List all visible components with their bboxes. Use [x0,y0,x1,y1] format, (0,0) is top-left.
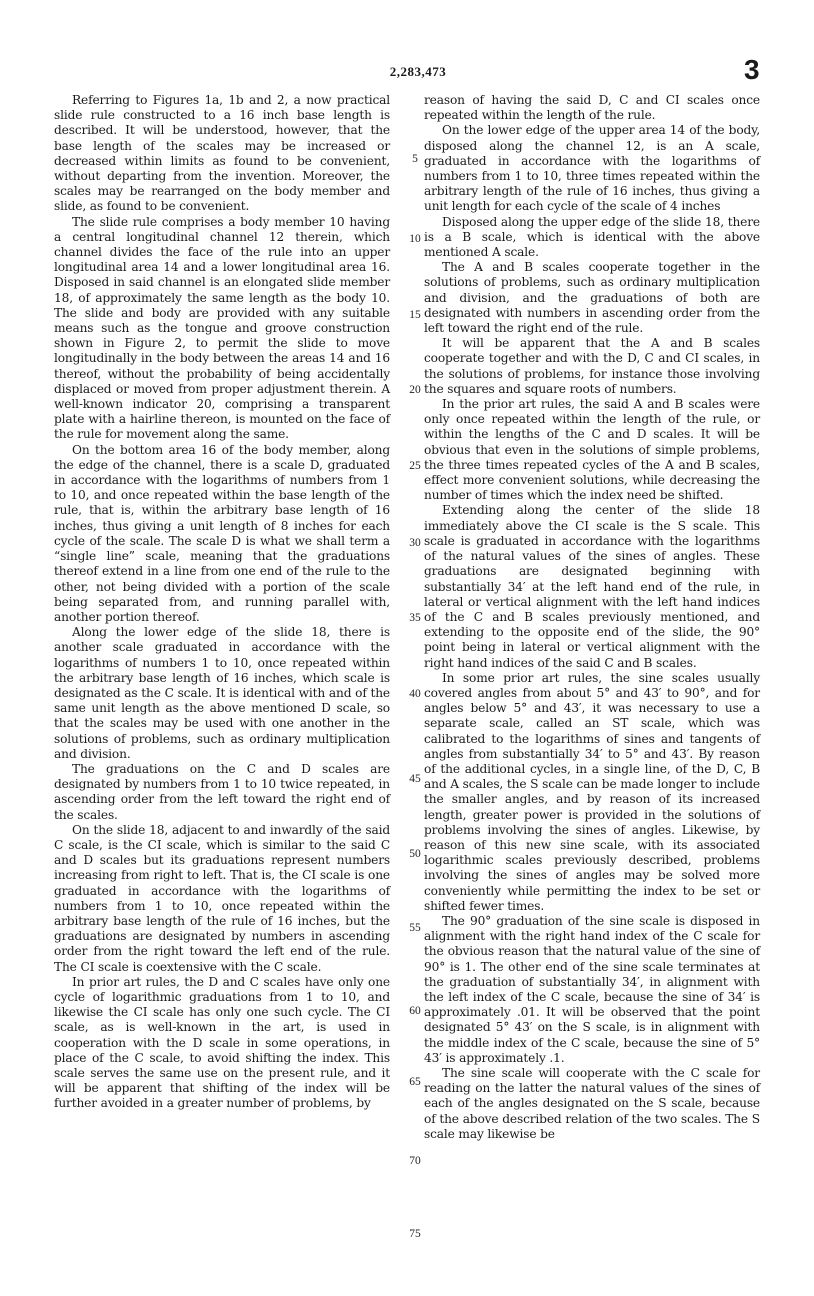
line-number: 35 [409,612,421,624]
paragraph: The graduations on the C and D scales are designated by numbers from 1 to 10 twice repeated, in ascending order from the left toward the right end of the scales. [54,761,390,822]
line-number: 45 [409,773,421,785]
paragraph: In the prior art rules, the said A and B scales were only once repeated within the length of the rule, or within the lengths of the C and D scales. It will be obvious that even in the solutions of simple problems, the three times repeated cycles of the A and B scales, effect more convenient solutions, while decreasing the number of times which the index need be shifted. [424,397,760,503]
paragraph: Along the lower edge of the slide 18, there is another scale graduated in accordance with the logarithms of numbers 1 to 10, once repeated within the arbitrary base length of 16 inches, which scale is designated as the C scale. It is identical with and of the same unit length as the above mentioned D scale, so that the scales may be used with one another in the solutions of problems, such as ordinary multiplication and division. [54,625,390,761]
line-number: 75 [409,1228,421,1240]
line-number: 70 [409,1155,421,1167]
line-number: 20 [409,384,421,396]
line-number: 10 [409,233,421,245]
paragraph: The 90° graduation of the sine scale is disposed in alignment with the right hand index of the C scale for the obvious reason that the natural value of the sine of 90° is 1. The other end of the sine scale terminates at the graduation of substantially 34′, in alignment with the left index of the C scale, because the sine of 34′ is approximately .01. It will be observed that the point designated 5° 43′ on the S scale, is in alignment with the middle index of the C scale, because the sine of 5° 43′ is approximately .1. [424,913,760,1065]
line-number: 60 [409,1005,421,1017]
paragraph: It will be apparent that the A and B scales cooperate together and with the D, C and CI scales, in the solutions of problems, for instance those involving the squares and square roots of numbers. [424,336,760,396]
paragraph: reason of having the said D, C and CI scales once repeated within the length of the rule. [424,93,760,123]
page-number: 3 [744,54,760,85]
line-number: 65 [409,1076,421,1088]
right-column [424,93,760,1142]
paragraph: Extending along the center of the slide 18 immediately above the CI scale is the S scale. This scale is graduated in accordance with the logarithms of the natural values of the sines of angles. These graduations are designated beginning with substantially 34′ at the left hand end of the rule, in lateral or vertical alignment with the left hand indices of the C and B scales previously mentioned, and extending to the opposite end of the slide, the 90° point being in lateral or vertical alignment with the right hand indices of the said C and B scales. [424,503,760,670]
paragraph: The sine scale will cooperate with the C scale for reading on the latter the natural values of the sines of each of the angles designated on the S scale, because of the above described relation of the two scales. The S scale may likewise be [424,1066,760,1141]
left-column [54,93,390,1112]
paragraph: Disposed along the upper edge of the slide 18, there is a B scale, which is identical with the above mentioned A scale. [424,214,760,260]
paragraph: On the bottom area 16 of the body member, along the edge of the channel, there is a scale D, graduated in accordance with the logarithms of numbers from 1 to 10, and once repeated within the base length of the rule, that is, within the arbitrary base length of 16 inches, thus giving a unit length of 8 inches for each cycle of the scale. The scale D is what we shall term a “single line” scale, meaning that the graduations thereof extend in a line from one end of the rule to the other, not being divided with a portion of the scale being separated from, and running parallel with, another portion thereof. [54,442,390,624]
line-number: 50 [409,848,421,860]
paragraph: The A and B scales cooperate together in the solutions of problems, such as ordinary multiplication and division, and the graduations of both are designated with numbers in ascending order from the left toward the right end of the rule. [424,260,760,336]
line-number: 25 [409,460,421,472]
line-number: 40 [409,688,421,700]
line-number: 30 [409,537,421,549]
paragraph: In prior art rules, the D and C scales have only one cycle of logarithmic graduations from 1 to 10, and likewise the CI scale has only one such cycle. The CI scale, as is well-known in the art, is used in cooperation with the D scale in some operations, in place of the C scale, to avoid shifting the index. This scale serves the same use on the present rule, and it will be apparent that shifting of the index will be further avoided in a greater number of problems, by [54,974,390,1111]
line-number: 5 [412,153,418,165]
paragraph: Referring to Figures 1a, 1b and 2, a now practical slide rule constructed to a 16 inch base length is described. It will be understood, however, that the base length of the scales may be increased or decreased within limits as found to be convenient, without departing from the invention. Moreover, the scales may be rearranged on the body member and slide, as found to be convenient. [54,93,390,214]
paragraph: The slide rule comprises a body member 10 having a central longitudinal channel 12 therein, which channel divides the face of the rule into an upper longitudinal area 14 and a lower longitudinal area 16. Disposed in said channel is an elongated slide member 18, of approximately the same length as the body 10. The slide and body are provided with any suitable means such as the tongue and groove construction shown in Figure 2, to permit the slide to move longitudinally in the body between the areas 14 and 16 thereof, without the probability of being accidentally displaced or moved from proper adjustment therein. A well-known indicator 20, comprising a transparent plate with a hairline thereon, is mounted on the face of the rule for movement along the same. [54,214,390,442]
line-number: 15 [409,309,421,321]
line-number: 55 [409,922,421,934]
paragraph: On the slide 18, adjacent to and inwardly of the said C scale, is the CI scale, which is similar to the said C and D scales but its graduations represent numbers increasing from right to left. That is, the CI scale is one graduated in accordance with the logarithms of numbers from 1 to 10, once repeated within the arbitrary base length of the rule of 16 inches, but the graduations are designated by numbers in ascending order from the right toward the left end of the rule. The CI scale is coextensive with the C scale. [54,822,390,974]
paragraph: In some prior art rules, the sine scales usually covered angles from about 5° and 43′ to 90°, and for angles below 5° and 43′, it was necessary to use a separate scale, called an ST scale, which was calibrated to the logarithms of sines and tangents of angles from substantially 34′ to 5° and 43′. By reason of the additional cycles, in a single line, of the D, C, B and A scales, the S scale can be made longer to include the smaller angles, and by reason of its increased length, greater power is provided in the solutions of problems involving the sines of angles. Likewise, by reason of this new sine scale, with its associated logarithmic scales previously described, problems involving the sines of angles may be solved more conveniently while permitting the index to be set or shifted fewer times. [424,670,760,913]
paragraph: On the lower edge of the upper area 14 of the body, disposed along the channel 12, is an A scale, graduated in accordance with the logarithms of numbers from 1 to 10, three times repeated within the arbitrary length of the rule of 16 inches, thus giving a unit length for each cycle of the scale of 4 inches [424,123,760,214]
patent-number: 2,283,473 [389,64,447,79]
